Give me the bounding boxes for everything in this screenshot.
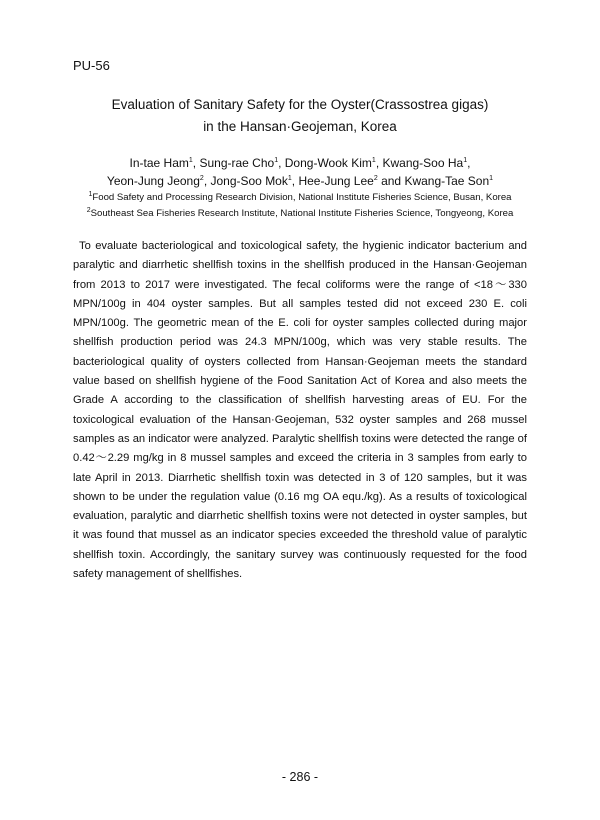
author-name: Hee-Jung Lee xyxy=(298,174,374,188)
affiliation-text: Food Safety and Processing Research Division, National Institute Fisheries Science, Busan, Korea xyxy=(92,192,512,203)
author-affiliation-mark: 2 xyxy=(373,175,378,182)
affiliation-1 xyxy=(0,190,600,206)
author-affiliation-mark: 1 xyxy=(371,157,376,164)
paper-title xyxy=(0,94,600,138)
author-affiliation-mark: 1 xyxy=(489,175,494,182)
affiliation-list xyxy=(0,190,600,222)
author-name: Jong-Soo Mok xyxy=(210,174,288,188)
author-name: Kwang-Tae Son xyxy=(404,174,490,188)
title-line-2: in the Hansan·Geojeman, Korea xyxy=(203,119,397,134)
author-separator: and xyxy=(377,174,405,188)
author-separator: , xyxy=(192,156,200,170)
author-separator: , xyxy=(375,156,383,170)
author-affiliation-mark: 1 xyxy=(463,157,468,164)
presentation-code: PU-56 xyxy=(73,58,110,73)
affiliation-number: 1 xyxy=(88,190,93,198)
author-name: Kwang-Soo Ha xyxy=(382,156,464,170)
author-separator: , xyxy=(467,156,471,170)
author-name: In-tae Ham xyxy=(129,156,189,170)
author-affiliation-mark: 1 xyxy=(274,157,279,164)
author-name: Dong-Wook Kim xyxy=(284,156,372,170)
author-line-1 xyxy=(0,154,600,172)
author-affiliation-mark: 2 xyxy=(199,175,204,182)
page-number: - 286 - xyxy=(281,770,319,784)
affiliation-2 xyxy=(0,206,600,222)
affiliation-text: Southeast Sea Fisheries Research Institute, National Institute Fisheries Science, Tongyeong, Korea xyxy=(90,208,514,219)
author-separator: , xyxy=(291,174,299,188)
author-list xyxy=(0,154,600,190)
author-name: Sung-rae Cho xyxy=(199,156,275,170)
abstract-body: To evaluate bacteriological and toxicological safety, the hygienic indicator bacterium and paralytic and diarrhetic shellfish toxins in the shellfish produced in the Hansan·Geojeman from 2013 to 2017 were investigated. The fecal coliforms were the range of <18～330 MPN/100g in 404 oyster samples. But all samples tested did not exceed 230 E. coli MPN/100g. The geometric mean of the E. coli for oyster samples collected during major shellfish production period was 24.3 MPN/100g, which was very stable results. The bacteriological quality of oysters collected from Hansan·Geojeman meets the standard value based on shellfish hygiene of the Food Sanitation Act of Korea and also meets the Grade A according to the classification of shellfish harvesting areas of EU. For the toxicological evaluation of the Hansan·Geojeman, 532 oyster samples and 268 mussel samples as an indicator were analyzed. Paralytic shellfish toxins were detected the range of 0.42～2.29 mg/kg in 8 mussel samples and exceed the criteria in 3 samples from early to late April in 2013. Diarrhetic shellfish toxin was detected in 3 of 120 samples, but it was shown to be under the regulation value (0.16 mg OA equ./kg). As a results of toxicological evaluation, paralytic and diarrhetic shellfish toxins were not detected in oyster samples, but it was found that mussel as an indicator species exceeded the threshold value of paralytic shellfish toxin. Accordingly, the sanitary survey was continuously requested for the food safety management of shellfishes. xyxy=(73,240,527,581)
affiliation-number: 2 xyxy=(86,206,91,214)
author-separator: , xyxy=(278,156,285,170)
author-line-2 xyxy=(0,172,600,190)
author-separator: , xyxy=(203,174,211,188)
author-affiliation-mark: 1 xyxy=(188,157,193,164)
author-affiliation-mark: 1 xyxy=(287,175,292,182)
title-line-1: Evaluation of Sanitary Safety for the Oyster(Crassostrea gigas) xyxy=(111,97,489,112)
author-name: Yeon-Jung Jeong xyxy=(106,174,200,188)
